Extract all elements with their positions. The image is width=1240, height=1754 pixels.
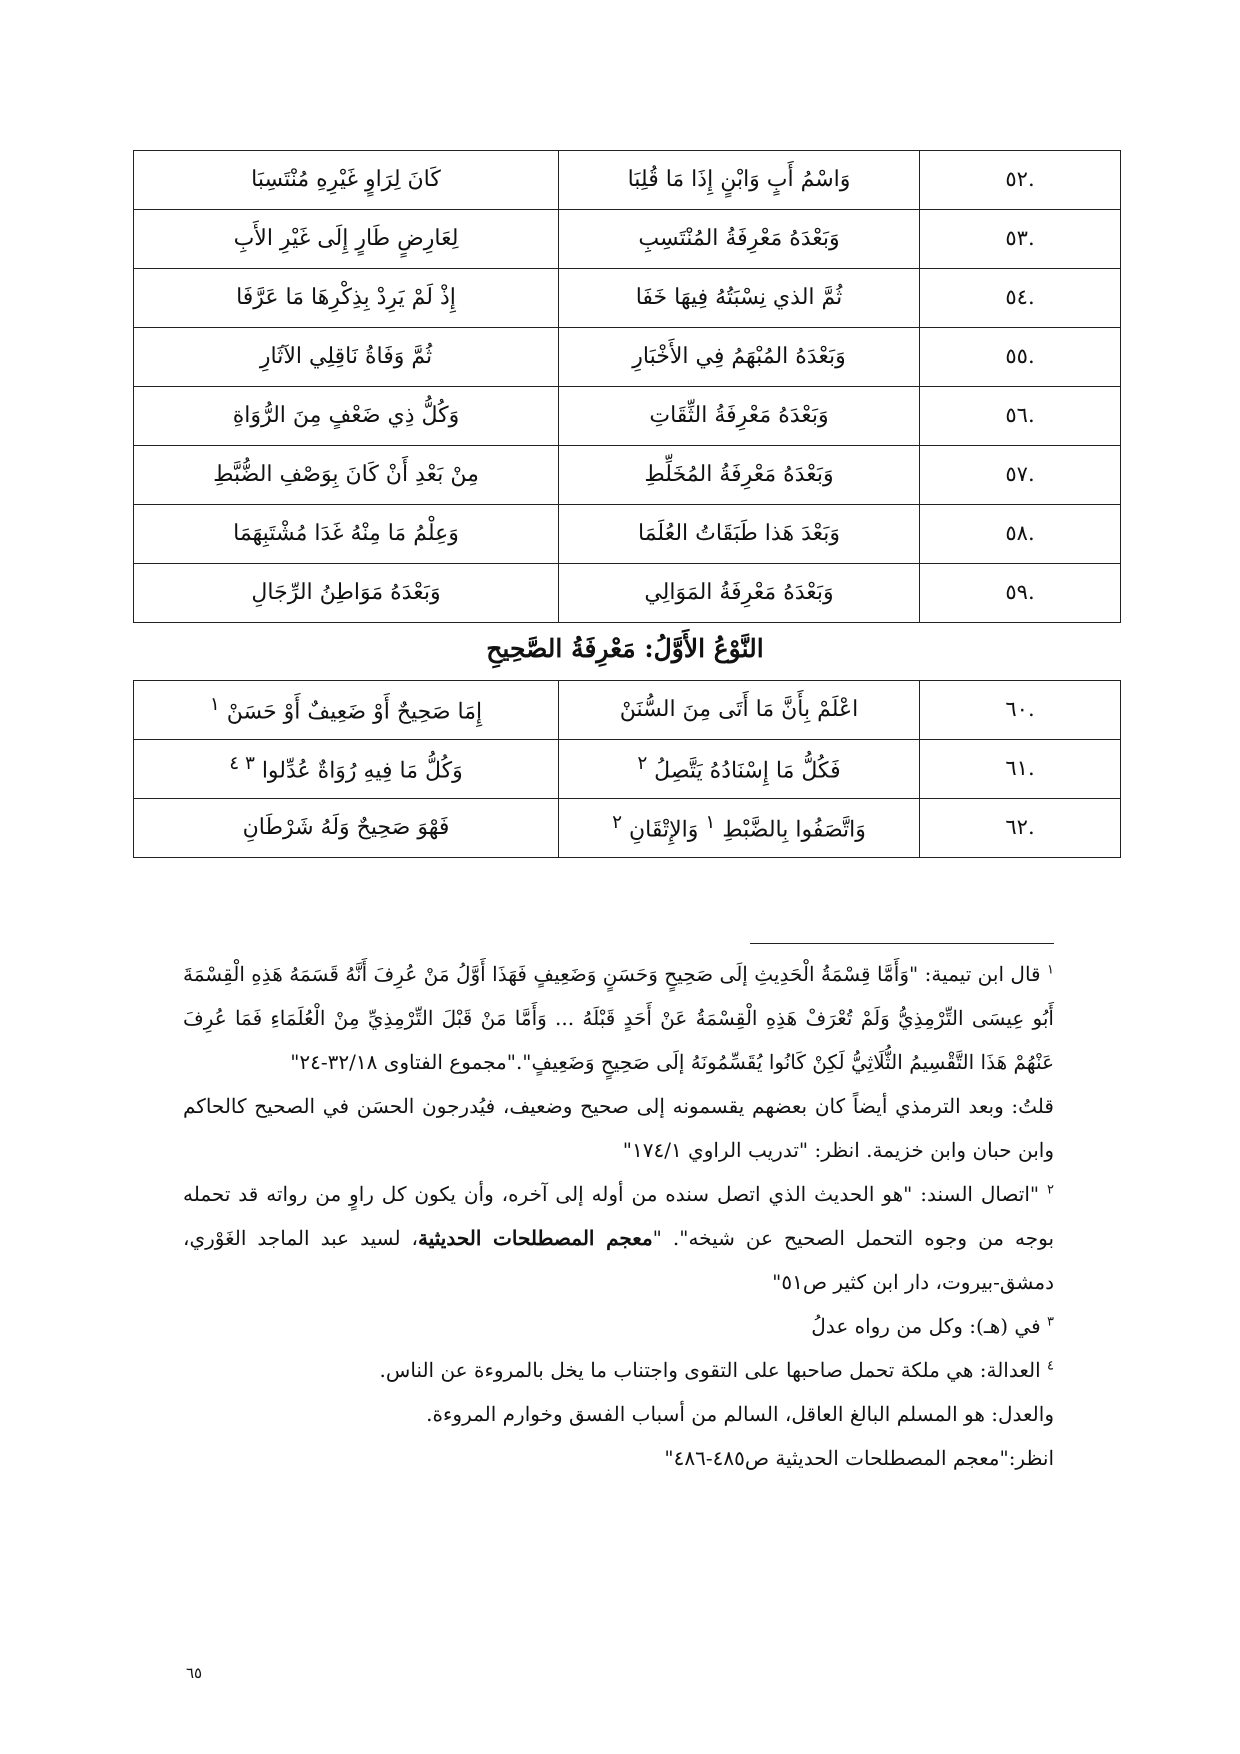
first-hemistich: اعْلَمْ بِأَنَّ مَا أَتَى مِنَ السُّنَنْ	[559, 681, 920, 740]
second-hemistich	[134, 681, 559, 740]
footnote-text: ، لسيد عبد الماجد الغَوْري، دمشق-بيروت، دار ابن كثير ص٥١"	[183, 1226, 1054, 1294]
verse-number: .٥٨	[920, 505, 1121, 564]
page-number: ٦٥	[186, 1664, 203, 1682]
second-hemistich: وَعِلْمُ مَا مِنْهُ غَدَا مُشْتَبِهَمَا	[134, 505, 559, 564]
verse-number: .٦٢	[920, 799, 1121, 858]
first-hemistich: وَبَعْدَهُ مَعْرِفَةُ المُخَلِّطِ	[559, 446, 920, 505]
footnote-4-continued: والعدل: هو المسلم البالغ العاقل، السالم من أسباب الفسق وخوارم المروءة.	[426, 1402, 1054, 1426]
verses-table-1	[133, 150, 1121, 623]
verse-number: .٥٧	[920, 446, 1121, 505]
hemistich-text: وَالإِتْقَانِ	[628, 817, 699, 843]
verse-row	[134, 564, 1121, 623]
footnote-4	[183, 1348, 1054, 1392]
second-hemistich: كَانَ لِرَاوٍ غَيْرِهِ مُنْتَسِبَا	[134, 151, 559, 210]
verse-number: .٥٣	[920, 210, 1121, 269]
footnote-ref[interactable]: ٣ ٤	[229, 753, 255, 775]
first-hemistich: وَبَعْدَهُ المُبْهَمُ فِي الأَخْبَارِ	[559, 328, 920, 387]
footnote-marker: ١	[1047, 962, 1054, 978]
verse-row	[134, 740, 1121, 799]
second-hemistich: لِعَارِضٍ طَارٍ إِلَى غَيْرِ الأَبِ	[134, 210, 559, 269]
second-hemistich: فَهْوَ صَحِيحٌ وَلَهُ شَرْطَانِ	[134, 799, 559, 858]
second-hemistich: وَبَعْدَهُ مَوَاطِنُ الرِّجَالِ	[134, 564, 559, 623]
hemistich-text: فَكُلُّ مَا إِسْنَادُهُ يَتَّصِلُ	[654, 758, 841, 784]
verse-row	[134, 269, 1121, 328]
verse-number: .٦٠	[920, 681, 1121, 740]
footnotes	[183, 952, 1054, 1480]
first-hemistich: وَبَعْدَهُ مَعْرِفَةُ المَوَالِي	[559, 564, 920, 623]
hemistich-text: إِمَا صَحِيحٌ أَوْ ضَعِيفٌ أَوْ حَسَنْ	[226, 699, 483, 725]
second-hemistich: ثُمَّ وَفَاةُ نَاقِلِي الآثَارِ	[134, 328, 559, 387]
verse-row	[134, 210, 1121, 269]
footnote-marker: ٤	[1047, 1358, 1054, 1374]
verse-row	[134, 387, 1121, 446]
footnote-ref[interactable]: ٢	[637, 753, 648, 775]
footnote-text: في (هـ): وكل من رواه عدلُ	[811, 1314, 1041, 1338]
footnote-marker: ٣	[1047, 1314, 1054, 1330]
second-hemistich: مِنْ بَعْدِ أَنْ كَانَ بِوَصْفِ الضُّبَّطِ	[134, 446, 559, 505]
verse-row	[134, 681, 1121, 740]
hemistich-text: وَكُلُّ مَا فِيهِ رُوَاةٌ عُدِّلوا	[261, 758, 463, 784]
verse-number: .٥٩	[920, 564, 1121, 623]
footnote-ref[interactable]: ١	[209, 694, 220, 716]
verse-number: .٥٢	[920, 151, 1121, 210]
footnote-2	[183, 1172, 1054, 1304]
footnote-separator	[750, 943, 1054, 944]
footnote-ref[interactable]: ٢	[612, 812, 622, 834]
second-hemistich: وَكُلُّ ذِي ضَعْفٍ مِنَ الرُّوَاةِ	[134, 387, 559, 446]
first-hemistich: وَبَعْدَهُ مَعْرِفَةُ الثِّقَاتِ	[559, 387, 920, 446]
footnote-text: "اتصال السند: "هو الحديث الذي اتصل سنده من أوله إلى آخره، وأن يكون كل راوٍ من رواته قد تحمله بوجه من وجوه التحمل الصحيح عن شيخه". "	[183, 1182, 1055, 1250]
verse-row	[134, 799, 1121, 858]
footnote-4-reference: انظر:"معجم المصطلحات الحديثية ص٤٨٥-٤٨٦"	[664, 1446, 1054, 1470]
footnote-ref[interactable]: ١	[705, 812, 716, 834]
footnote-marker: ٢	[1047, 1182, 1055, 1198]
footnote-text: قال ابن تيمية: "وَأَمَّا قِسْمَةُ الْحَدِيثِ إلَى صَحِيحٍ وَحَسَنٍ وَضَعِيفٍ فَهَذَا أَوَّلُ مَنْ عُرِفَ أَنَّهُ قَسَمَهُ هَذِهِ الْقِسْمَةَ أَبُو عِيسَى التِّرْمِذِيُّ وَلَمْ تُعْرَفْ هَذِهِ الْقِسْمَةُ عَنْ أَحَدٍ قَبْلَهُ ... وَأَمَّا مَنْ قَبْلَ التِّرْمِذِيِّ مِنْ الْعُلَمَاءِ فَمَا عُرِفَ عَنْهُمْ هَذَا التَّقْسِيمُ الثُّلَاثِيُّ لَكِنْ كَانُوا يُقَسِّمُونَهُ إلَى صَحِيحٍ وَضَعِيفٍ"."مجموع الفتاوى ٣٢/١٨-٢٤"	[183, 962, 1054, 1074]
verse-row	[134, 328, 1121, 387]
verse-row	[134, 151, 1121, 210]
footnote-1	[183, 952, 1054, 1084]
second-hemistich	[134, 740, 559, 799]
footnote-text: العدالة: هي ملكة تحمل صاحبها على التقوى واجتناب ما يخل بالمروءة عن الناس.	[379, 1358, 1041, 1382]
verse-number: .٥٤	[920, 269, 1121, 328]
verse-number: .٥٥	[920, 328, 1121, 387]
first-hemistich: وَبَعْدَ هَذا طَبَقَاتُ العُلَمَا	[559, 505, 920, 564]
verse-row	[134, 505, 1121, 564]
verse-row	[134, 446, 1121, 505]
book-title: معجم المصطلحات الحديثية	[418, 1226, 653, 1250]
footnote-1-continued: قلتُ: وبعد الترمذي أيضاً كان بعضهم يقسمونه إلى صحيح وضعيف، فيُدرجون الحسَن في الصحيح كالحاكم وابن حبان وابن خزيمة. انظر: "تدريب الراوي ١٧٤/١"	[183, 1094, 1054, 1162]
first-hemistich	[559, 799, 920, 858]
footnote-3	[183, 1304, 1054, 1348]
hemistich-text: وَاتَّصَفُوا بِالضَّبْطِ	[722, 817, 866, 843]
first-hemistich: وَاسْمُ أَبٍ وَابْنٍ إِذَا مَا قُلِبَا	[559, 151, 920, 210]
section-heading: النَّوْعُ الأَوَّلُ: مَعْرِفَةُ الصَّحِيحِ	[486, 634, 764, 663]
first-hemistich: ثُمَّ الذي نِسْبَتُهُ فِيهَا خَفَا	[559, 269, 920, 328]
second-hemistich: إِذْ لَمْ يَرِدْ بِذِكْرِهَا مَا عَرَّفَا	[134, 269, 559, 328]
verse-number: .٥٦	[920, 387, 1121, 446]
first-hemistich	[559, 740, 920, 799]
verse-number: .٦١	[920, 740, 1121, 799]
first-hemistich: وَبَعْدَهُ مَعْرِفَةُ المُنْتَسِبِ	[559, 210, 920, 269]
verses-table-2	[133, 680, 1121, 858]
